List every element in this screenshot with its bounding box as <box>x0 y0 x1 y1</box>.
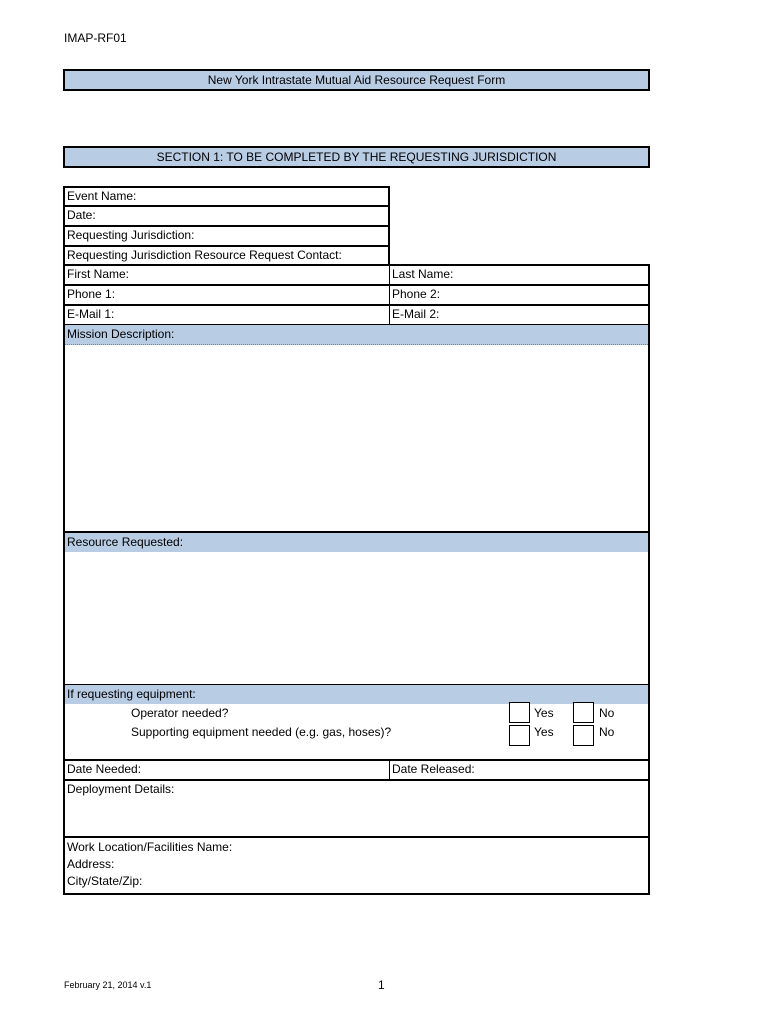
requesting-jurisdiction-field[interactable] <box>63 226 390 246</box>
mission-description-label: Mission Description: <box>65 325 648 345</box>
supporting-no-label: No <box>599 725 615 739</box>
date-field[interactable] <box>63 206 390 226</box>
mission-description-area[interactable] <box>63 325 650 532</box>
date-released-field[interactable] <box>389 759 650 780</box>
event-name-field[interactable] <box>63 186 390 206</box>
phone-2-field[interactable] <box>389 285 650 305</box>
event-name-label: Event Name: <box>67 189 137 203</box>
email-1-label: E-Mail 1: <box>67 307 115 321</box>
resource-requested-label: Resource Requested: <box>65 533 648 552</box>
equipment-section <box>63 684 650 760</box>
deployment-details-field[interactable] <box>63 780 650 837</box>
phone-1-label: Phone 1: <box>67 287 116 301</box>
operator-no-label: No <box>599 706 615 720</box>
form-title: New York Intrastate Mutual Aid Resource Request Form <box>63 69 650 91</box>
supporting-equipment-label: Supporting equipment needed (e.g. gas, hoses)? <box>131 725 392 739</box>
last-name-label: Last Name: <box>392 267 454 281</box>
phone-1-field[interactable] <box>63 285 390 305</box>
phone-2-label: Phone 2: <box>392 287 441 301</box>
supporting-no-checkbox[interactable] <box>573 725 594 746</box>
email-2-field[interactable] <box>389 305 650 325</box>
date-label: Date: <box>67 208 96 222</box>
last-name-field[interactable] <box>389 264 650 285</box>
deployment-details-label: Deployment Details: <box>67 782 175 796</box>
date-needed-label: Date Needed: <box>67 762 142 776</box>
operator-yes-label: Yes <box>534 706 554 720</box>
requesting-jurisdiction-label: Requesting Jurisdiction: <box>67 228 195 242</box>
resource-requested-area[interactable] <box>63 532 650 684</box>
supporting-yes-checkbox[interactable] <box>509 725 530 746</box>
operator-needed-label: Operator needed? <box>131 706 229 720</box>
section-1-header: SECTION 1: TO BE COMPLETED BY THE REQUESTING JURISDICTION <box>63 146 650 168</box>
supporting-yes-label: Yes <box>534 725 554 739</box>
contact-header <box>63 246 390 265</box>
first-name-label: First Name: <box>67 267 130 281</box>
date-released-label: Date Released: <box>392 762 475 776</box>
work-location-label: Work Location/Facilities Name: <box>67 840 233 854</box>
first-name-field[interactable] <box>63 265 390 285</box>
operator-no-checkbox[interactable] <box>573 702 594 723</box>
email-2-label: E-Mail 2: <box>392 307 440 321</box>
footer-date-version: February 21, 2014 v.1 <box>64 980 152 990</box>
date-needed-field[interactable] <box>63 759 390 780</box>
contact-header-label: Requesting Jurisdiction Resource Request Contact: <box>67 248 342 262</box>
form-id: IMAP-RF01 <box>64 31 127 45</box>
page-number: 1 <box>378 978 385 992</box>
email-1-field[interactable] <box>63 305 390 325</box>
if-requesting-equipment-label: If requesting equipment: <box>65 685 648 704</box>
operator-yes-checkbox[interactable] <box>509 702 530 723</box>
city-state-zip-label: City/State/Zip: <box>67 874 143 888</box>
work-location-block[interactable] <box>63 837 650 895</box>
address-label: Address: <box>67 857 115 871</box>
